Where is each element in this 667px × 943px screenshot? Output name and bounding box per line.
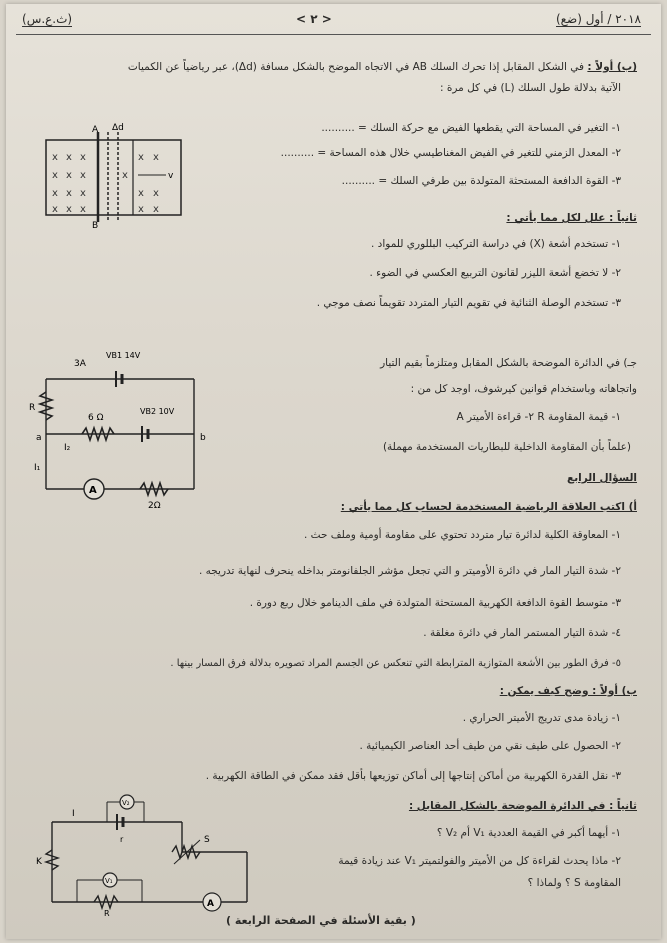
- q3-a-item1: ١- التغير في المساحة التي يقطعها الفيض مع حركة السلك = ..........: [321, 122, 621, 134]
- header-year: ٢٠١٨ / أول (ضع): [555, 12, 641, 26]
- fig3-label-r: R: [104, 909, 110, 918]
- q3-a-intro-line1: [128, 60, 637, 75]
- svg-text:x: x: [52, 188, 58, 199]
- fig2-r6-label: 6 Ω: [88, 413, 104, 423]
- fig3-v1: V₁: [105, 877, 113, 885]
- svg-text:x: x: [80, 170, 86, 181]
- svg-text:x: x: [138, 188, 144, 199]
- exam-page: [6, 4, 661, 939]
- svg-text:x: x: [80, 152, 86, 163]
- q4-c-item2: ٢- ماذا يحدث لقراءة كل من الأميتر والفولتميتر V₁ عند زيادة قيمة: [338, 855, 621, 867]
- fig1-label-B: B: [92, 221, 99, 231]
- svg-text:x: x: [66, 170, 72, 181]
- fig2-current-i1: I₁: [34, 463, 41, 473]
- q3-b-item1: ١- تستخدم أشعة (X) في دراسة التركيب البللوري للمواد .: [371, 238, 621, 250]
- fig2-battery2-label: VB2 10V: [140, 407, 175, 416]
- q4-b-item2: ٢- الحصول على طيف نقي من طيف أحد العناصر الكيميائية .: [359, 740, 621, 752]
- svg-text:x: x: [66, 152, 72, 163]
- svg-text:x: x: [80, 204, 86, 215]
- q3-b-item2: ٢- لا تخضع أشعة الليزر لقانون التربيع العكسي في الضوء .: [369, 267, 621, 279]
- q4-title: السؤال الرابع: [567, 472, 637, 484]
- q4-a-item2: ٢- شدة التيار المار في دائرة الأوميتر و التي تجعل مؤشر الجلفانومتر بداخله ينحرف لنهاية تدريجه .: [198, 565, 621, 577]
- fig2-r-label: R: [29, 403, 36, 413]
- fig1-label-v: v: [168, 171, 174, 181]
- header-code: (ث.ع.س): [22, 12, 73, 26]
- q4-c-item3: المقاومة S ؟ ولماذا ؟: [527, 877, 621, 889]
- svg-text:x: x: [138, 152, 144, 163]
- svg-text:x: x: [138, 204, 144, 215]
- q3-b-head: ثانياً : علل لكل مما يأتي :: [506, 212, 637, 224]
- svg-text:x: x: [80, 188, 86, 199]
- svg-text:x: x: [153, 204, 159, 215]
- q4-b-head: ب) أولاً : وضح كيف يمكن :: [499, 685, 637, 697]
- fig3-ammeter-label: A: [207, 899, 214, 909]
- fig2-r2-label: 2Ω: [148, 501, 161, 511]
- q3-a-item2: ٢- المعدل الزمني للتغير في الفيض المغناطيسي خلال هذه المساحة = ..........: [280, 147, 621, 159]
- fig3-current-i: I: [72, 809, 75, 819]
- q3-c-line3: ١- قيمة المقاومة R ٢- قراءة الأميتر A: [456, 411, 621, 423]
- fig3-internal-r: r: [120, 835, 124, 844]
- q4-a-item1: ١- المعاوقة الكلية لدائرة تيار متردد تحتوي على مقاومة أومية وملف حث .: [303, 529, 621, 541]
- fig3-rheostat-s: S: [204, 835, 210, 845]
- fig3-v2: V₂: [122, 799, 130, 807]
- svg-text:x: x: [66, 204, 72, 215]
- svg-text:x: x: [153, 152, 159, 163]
- fig2-ammeter-label: A: [89, 485, 97, 496]
- q4-a-head: أ) اكتب العلاقة الرياضية المستخدمة لحساب كل مما يأتي :: [340, 501, 637, 513]
- svg-text:x: x: [52, 204, 58, 215]
- figure-voltmeter-circuit: [32, 792, 262, 918]
- figure-kirchhoff-circuit: [24, 344, 224, 511]
- q4-b-item3: ٣- نقل القدرة الكهربية من أماكن إنتاجها إلى أماكن توزيعها بأقل فقد ممكن في الطاقة الكهربية .: [205, 770, 621, 782]
- q3-c-line4: (علماً بأن المقاومة الداخلية للبطاريات المستخدمة مهملة): [382, 441, 631, 453]
- q3-a-intro-line2: الآتية بدلالة طول السلك (L) في كل مرة :: [439, 82, 621, 94]
- svg-text:x: x: [52, 170, 58, 181]
- fig3-label-k: K: [36, 857, 42, 867]
- q3-b-item3: ٣- تستخدم الوصلة الثنائية في تقويم التيار المتردد تقويماً نصف موجي .: [316, 297, 621, 309]
- svg-text:x: x: [66, 188, 72, 199]
- q4-a-item4: ٤- شدة التيار المستمر المار في دائرة مغلقة .: [423, 627, 621, 639]
- fig2-current-i2: I₂: [64, 443, 71, 453]
- q4-a-item3: ٣- متوسط القوة الدافعة الكهربية المستحثة المتولدة في ملف الدينامو خلال ربع دورة .: [249, 597, 621, 609]
- fig1-label-dd: Δd: [112, 123, 124, 133]
- footer-note: ( بقية الأسئلة في الصفحة الرابعة ): [226, 914, 416, 927]
- fig1-label-A: A: [92, 125, 99, 135]
- svg-text:x: x: [122, 170, 128, 181]
- svg-text:x: x: [153, 188, 159, 199]
- q3-c-line2: واتجاهاته وباستخدام قوانين كيرشوف، اوجد كل من :: [410, 383, 637, 395]
- q3-c-line1: جـ) في الدائرة الموضحة بالشكل المقابل ومتلزماً بقيم التيار: [380, 357, 637, 369]
- figure-moving-wire: [38, 120, 188, 230]
- fig2-node-b: b: [200, 433, 206, 443]
- q4-c-head: ثانياً : في الدائرة الموضحة بالشكل المقابل :: [408, 800, 637, 812]
- q3-a-item3: ٣- القوة الدافعة المستحثة المتولدة بين طرفي السلك = ..........: [341, 175, 621, 187]
- q3-a-intro1-text: في الشكل المقابل إذا تحرك السلك AB في الاتجاه الموضح بالشكل مسافة (Δd)، عبر رياضياً عن الكميات: [127, 61, 585, 73]
- q4-c-item1: ١- أيهما أكبر في القيمة العددية V₁ أم V₂ ؟: [436, 827, 621, 839]
- q4-b-item1: ١- زيادة مدى تدريج الأميتر الحراري .: [462, 712, 621, 724]
- q3-a-head: (ب) أولاً :: [587, 61, 637, 73]
- page-number: < ٢ >: [296, 12, 332, 26]
- header-divider: [16, 34, 651, 35]
- svg-text:x: x: [52, 152, 58, 163]
- fig2-battery1-label: VB1 14V: [106, 351, 141, 360]
- fig2-node-a: a: [36, 433, 42, 443]
- q4-a-item5: ٥- فرق الطور بين الأشعة المتوازية المترابطة التي تنعكس عن الجسم المراد تصويره بدلالة فرق المسار بينها .: [170, 658, 621, 669]
- fig2-current-3a: 3A: [74, 359, 86, 369]
